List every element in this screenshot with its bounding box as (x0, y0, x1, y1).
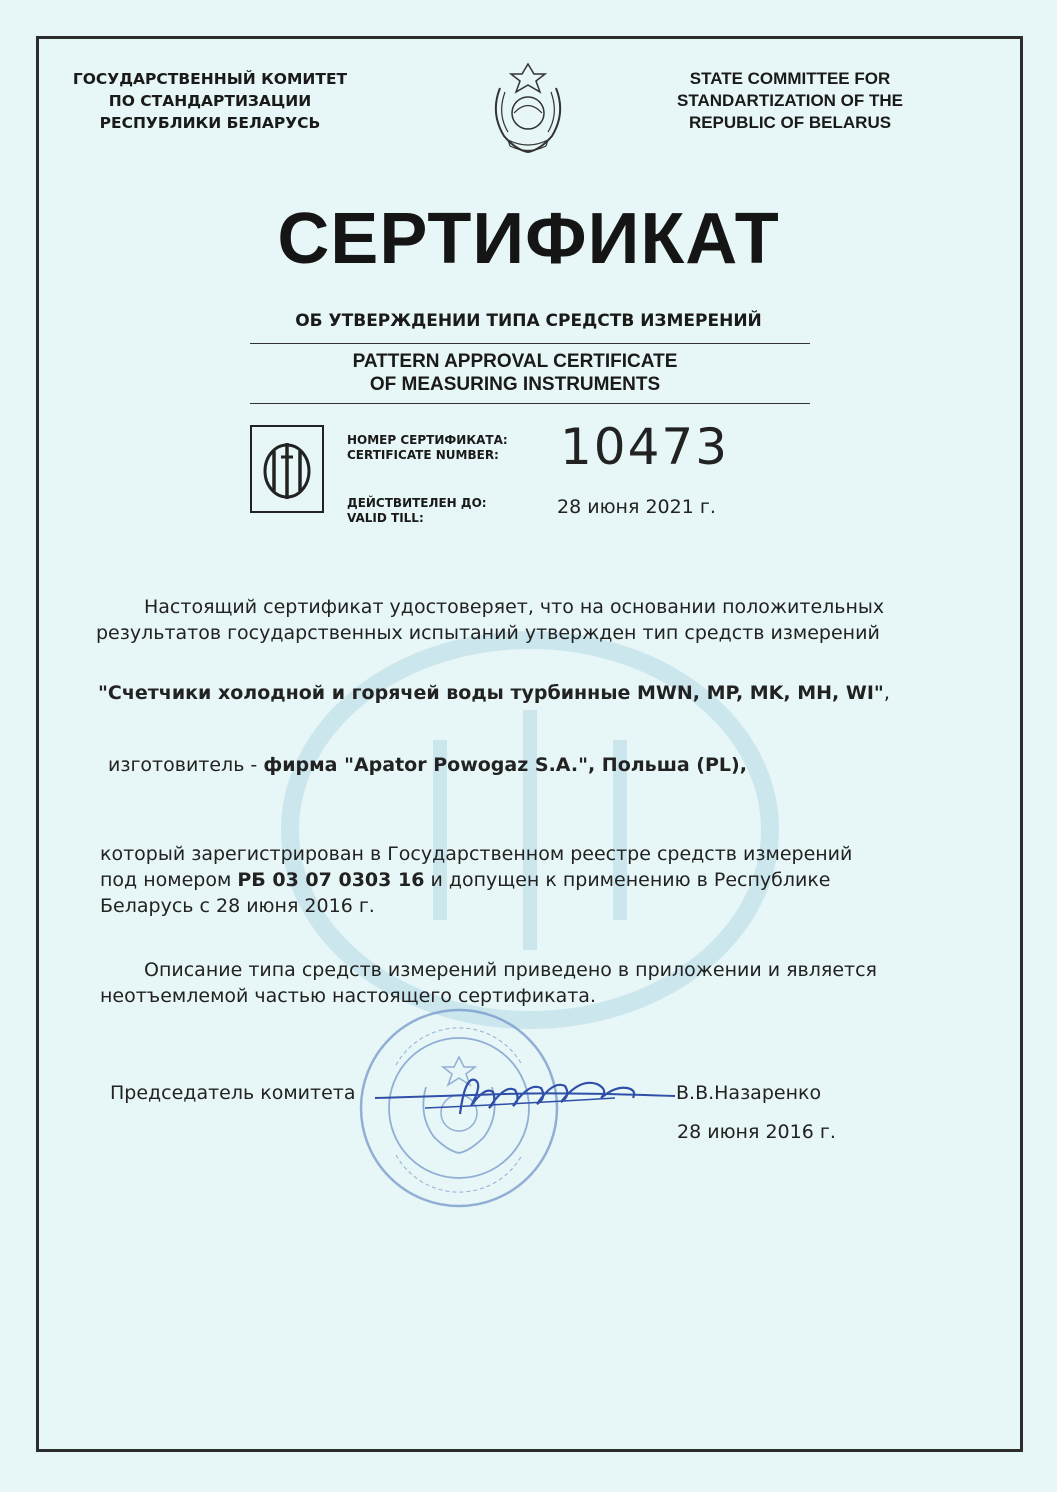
description-paragraph (100, 957, 877, 1009)
handwritten-signature-icon (365, 1066, 695, 1126)
text-line: результатов государственных испытаний утвержден тип средств измерений (96, 622, 880, 644)
manufacturer-name: фирма "Apator Powogaz S.A.", Польша (PL), (263, 754, 747, 776)
instrument-name (98, 680, 890, 706)
label-ru: ДЕЙСТВИТЕЛЕН ДО: (347, 496, 487, 510)
valid-till-date: 28 июня 2021 г. (557, 496, 716, 518)
header-left-line: ПО СТАНДАРТИЗАЦИИ (108, 92, 312, 110)
header-right-en (640, 68, 940, 134)
chairman-name: В.В.Назаренко (676, 1082, 822, 1104)
header-left-line: РЕСПУБЛИКИ БЕЛАРУСЬ (99, 114, 321, 132)
subtitle-en-line: PATTERN APPROVAL CERTIFICATE (352, 351, 678, 372)
subtitle-en (0, 350, 1030, 396)
text-line: который зарегистрирован в Государственном реестре средств измерений (100, 843, 853, 865)
header-right-line: REPUBLIC OF BELARUS (688, 113, 892, 132)
label-ru: НОМЕР СЕРТИФИКАТА: (347, 433, 508, 447)
text-line: Беларусь с 28 июня 2016 г. (100, 895, 375, 917)
manufacturer-label: изготовитель - (108, 754, 264, 776)
page-title: СЕРТИФИКАТ (277, 199, 780, 279)
text-line: неотъемлемой частью настоящего сертификата. (100, 985, 596, 1007)
valid-till-label (347, 496, 487, 526)
divider (250, 343, 810, 344)
gosstandart-logo (250, 425, 324, 513)
intro-paragraph (96, 594, 976, 646)
header-right-line: STANDARTIZATION OF THE (676, 91, 903, 110)
label-en: CERTIFICATE NUMBER: (347, 448, 499, 462)
belarus-coat-of-arms-icon (478, 58, 578, 158)
registry-paragraph (100, 841, 852, 919)
subtitle-ru: ОБ УТВЕРЖДЕНИИ ТИПА СРЕДСТВ ИЗМЕРЕНИЙ (295, 311, 762, 331)
text-line: Настоящий сертификат удостоверяет, что на основании положительных (144, 596, 885, 618)
instrument-title: "Счетчики холодной и горячей воды турбинные MWN, MP, MK, MH, WI" (98, 682, 884, 704)
header-right-line: STATE COMMITTEE FOR (689, 69, 891, 88)
divider (250, 403, 810, 404)
text-fragment: и допущен к применению в Республике (424, 869, 831, 891)
label-en: VALID TILL: (347, 511, 424, 525)
manufacturer-line (108, 752, 747, 778)
gosstandart-logo-icon (252, 427, 322, 511)
punctuation: , (883, 682, 890, 704)
subtitle-en-line: OF MEASURING INSTRUMENTS (369, 374, 661, 395)
signature-date: 28 июня 2016 г. (677, 1121, 836, 1143)
certificate-number-label (347, 433, 508, 463)
header-left-ru (60, 68, 360, 134)
chairman-position: Председатель комитета (110, 1082, 356, 1104)
header-left-line: ГОСУДАРСТВЕННЫЙ КОМИТЕТ (72, 70, 348, 88)
certificate-number: 10473 (560, 418, 730, 476)
text-fragment: под номером (100, 869, 238, 891)
registry-number: РБ 03 07 0303 16 (237, 869, 425, 891)
text-line: Описание типа средств измерений приведено в приложении и является (144, 959, 877, 981)
